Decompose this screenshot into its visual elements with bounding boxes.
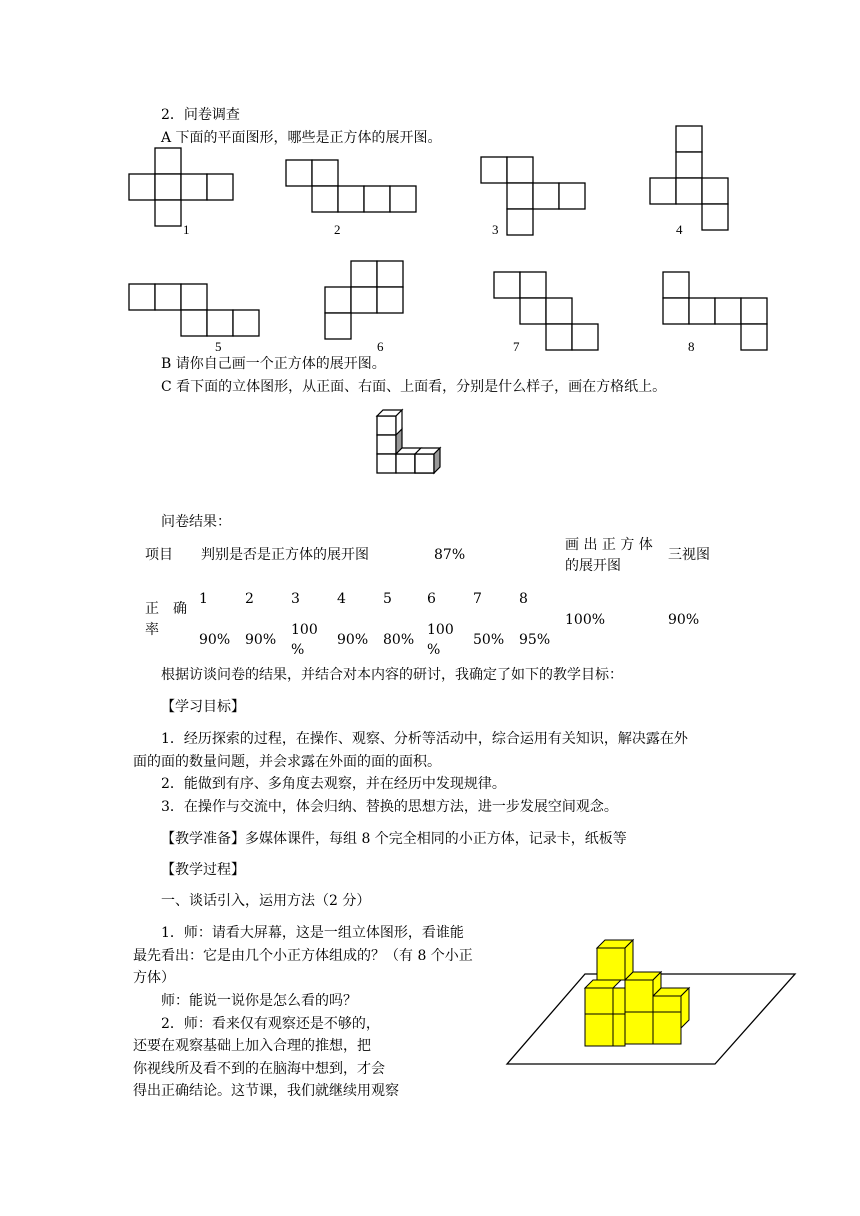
header-views: 三视图 bbox=[668, 547, 710, 563]
net-figure-1 bbox=[129, 148, 235, 228]
net-label-5: 5 bbox=[215, 339, 222, 354]
solid-figure-question bbox=[375, 408, 447, 474]
rate-8: 95% bbox=[519, 632, 551, 648]
para-1-line1: 1．师：请看大屏幕，这是一组立体图形，看谁能 bbox=[161, 925, 464, 941]
yellow-cube-figure bbox=[505, 938, 797, 1068]
para-1-line3: 方体） bbox=[133, 970, 175, 986]
header-judge-rate: 87% bbox=[434, 547, 466, 563]
prep-text: 多媒体课件，每组 8 个完全相同的小正方体，记录卡，纸板等 bbox=[245, 831, 627, 847]
step-1-heading: 一、谈话引入，运用方法（2 分） bbox=[161, 893, 371, 909]
rate-3-line2: % bbox=[291, 642, 305, 658]
rate-6-line1: 100 bbox=[427, 622, 454, 638]
rate-4: 90% bbox=[337, 632, 369, 648]
para-2: 师：能说一说你是怎么看的吗？ bbox=[161, 993, 357, 1009]
question-a: A 下面的平面图形，哪些是正方体的展开图。 bbox=[161, 130, 442, 146]
col-num-6: 6 bbox=[427, 591, 436, 607]
rate-2: 90% bbox=[245, 632, 277, 648]
para-3-line2: 还要在观察基础上加入合理的推想，把 bbox=[133, 1038, 371, 1054]
para-3-line3: 你视线所及看不到的在脑海中想到，才会 bbox=[133, 1061, 385, 1077]
rate-7: 50% bbox=[473, 632, 505, 648]
net-label-6: 6 bbox=[377, 339, 384, 354]
net-figure-4 bbox=[650, 126, 730, 232]
rate-3-line1: 100 bbox=[291, 622, 318, 638]
results-title: 问卷结果： bbox=[161, 514, 231, 530]
net-figure-6 bbox=[325, 261, 405, 341]
para-1-line2: 最先看出：它是由几个小正方体组成的？（有 8 个小正 bbox=[133, 948, 473, 964]
net-label-4: 4 bbox=[676, 222, 683, 237]
process-heading: 【教学过程】 bbox=[161, 862, 245, 878]
views-rate: 90% bbox=[668, 612, 700, 628]
question-c: C 看下面的立体图形，从正面、右面、上面看，分别是什么样子，画在方格纸上。 bbox=[161, 379, 667, 395]
conclusion-text: 根据访谈问卷的结果，并结合对本内容的研讨，我确定了如下的教学目标： bbox=[161, 667, 623, 683]
header-draw-line1: 画 出 正 方 体 bbox=[565, 537, 653, 553]
para-3-line4: 得出正确结论。这节课，我们就继续用观察 bbox=[133, 1083, 399, 1099]
net-figure-5 bbox=[129, 284, 261, 338]
header-item: 项目 bbox=[145, 547, 173, 563]
goal-3: 3．在操作与交流中，体会归纳、替换的思想方法，进一步发展空间观念。 bbox=[161, 799, 618, 815]
header-draw-line2: 的展开图 bbox=[565, 558, 621, 574]
rate-6-line2: % bbox=[427, 642, 441, 658]
row-label-line2: 率 bbox=[145, 622, 159, 638]
rate-1: 90% bbox=[199, 632, 231, 648]
col-num-3: 3 bbox=[291, 591, 300, 607]
net-label-2: 2 bbox=[334, 222, 341, 237]
header-judge: 判别是否是正方体的展开图 bbox=[201, 547, 369, 563]
col-num-5: 5 bbox=[383, 591, 392, 607]
draw-rate: 100% bbox=[565, 612, 606, 628]
net-figure-2 bbox=[286, 160, 418, 214]
net-figure-7 bbox=[494, 272, 600, 352]
section-heading: 2．问卷调查 bbox=[161, 107, 240, 123]
net-figure-8 bbox=[663, 272, 769, 352]
rate-5: 80% bbox=[383, 632, 415, 648]
col-num-7: 7 bbox=[473, 591, 482, 607]
col-num-1: 1 bbox=[199, 591, 208, 607]
goal-1-line2: 面的面的数量问题，并会求露在外面的面的面积。 bbox=[133, 754, 441, 770]
goal-1-line1: 1．经历探索的过程，在操作、观察、分析等活动中，综合运用有关知识，解决露在外 bbox=[161, 731, 688, 747]
goals-heading: 【学习目标】 bbox=[161, 699, 245, 715]
prep-line bbox=[161, 829, 627, 849]
prep-heading: 【教学准备】 bbox=[161, 831, 245, 847]
goal-2: 2．能做到有序、多角度去观察，并在经历中发现规律。 bbox=[161, 776, 506, 792]
net-label-1: 1 bbox=[183, 222, 190, 237]
para-3-line1: 2．师：看来仅有观察还是不够的， bbox=[161, 1016, 380, 1032]
net-label-7: 7 bbox=[513, 339, 520, 354]
question-b: B 请你自己画一个正方体的展开图。 bbox=[161, 356, 386, 372]
col-num-4: 4 bbox=[337, 591, 346, 607]
net-label-3: 3 bbox=[492, 222, 499, 237]
row-label-line1: 正 确 bbox=[145, 601, 187, 617]
col-num-8: 8 bbox=[519, 591, 528, 607]
net-label-8: 8 bbox=[688, 339, 695, 354]
col-num-2: 2 bbox=[245, 591, 254, 607]
